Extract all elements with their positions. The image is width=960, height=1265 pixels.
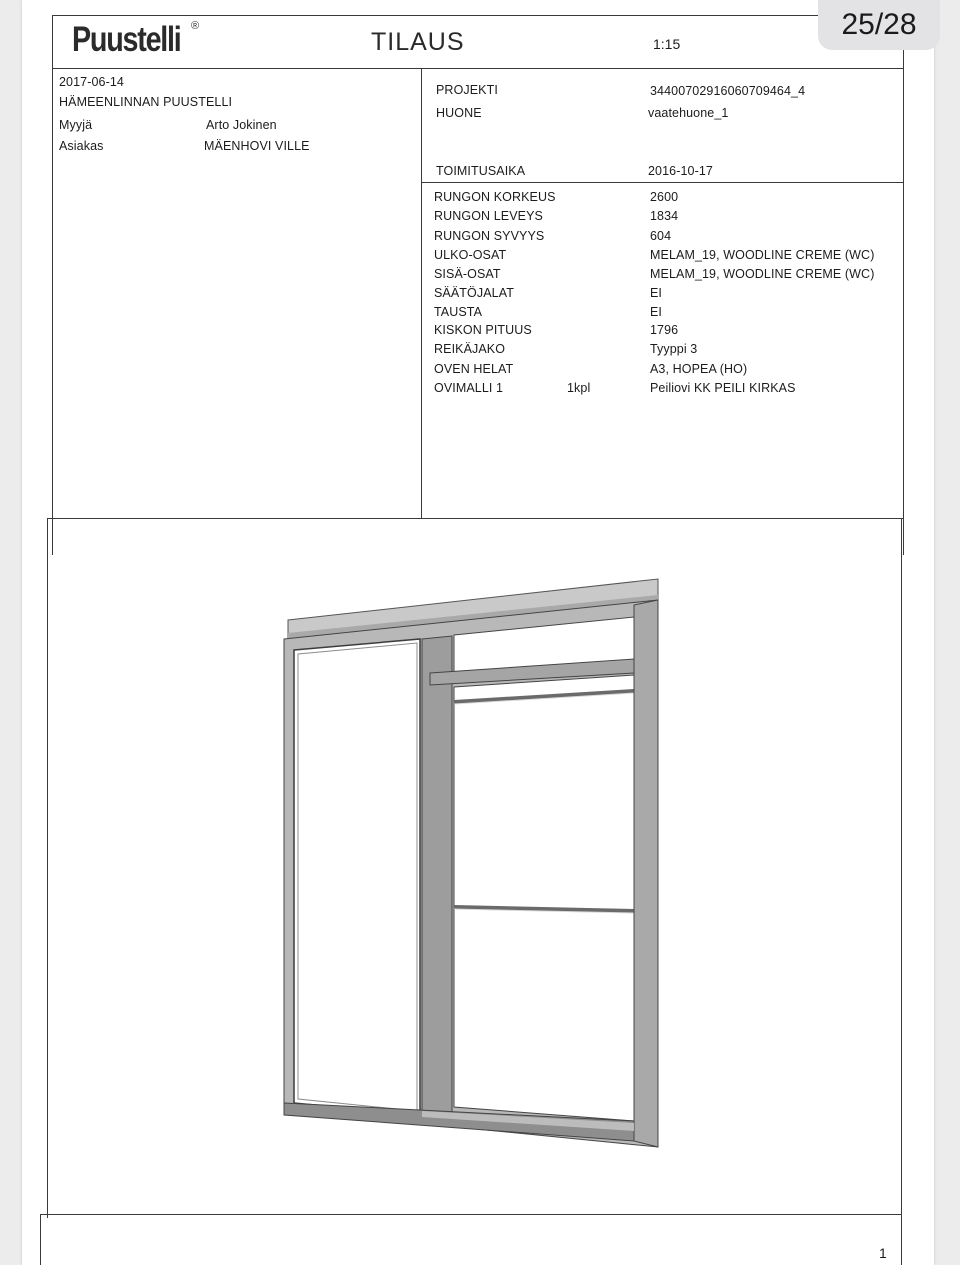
spec-value: EI [650,305,663,319]
wardrobe-drawing [272,575,672,1160]
spec-label: TAUSTA [434,305,483,319]
frame-top-line [52,15,904,16]
spec-value: 2600 [650,190,679,204]
store-name: HÄMEENLINNAN PUUSTELLI [59,95,233,109]
document-title: TILAUS [371,28,465,56]
frame-right-line [903,15,904,555]
page-number: 1 [879,1245,887,1261]
info-bottom-line [48,518,904,519]
customer-label: Asiakas [59,139,104,153]
spec-quantity: 1kpl [567,381,591,395]
drawing-right-line [901,518,902,1218]
spec-label: OVEN HELAT [434,362,514,376]
room-value: vaatehuone_1 [648,106,729,120]
drawing-bottom-line [40,1214,902,1215]
spec-label: ULKO-OSAT [434,248,507,262]
spec-label: RUNGON LEVEYS [434,209,543,223]
seller-value: Arto Jokinen [206,118,277,132]
right-side-panel [634,600,658,1147]
order-date: 2017-06-14 [59,75,124,89]
spec-label: RUNGON KORKEUS [434,190,556,204]
spec-value: EI [650,286,663,300]
spec-label: KISKON PITUUS [434,323,532,337]
room-label: HUONE [436,106,482,120]
spec-label: REIKÄJAKO [434,342,506,356]
spec-value: Tyyppi 3 [650,342,698,356]
customer-value: MÄENHOVI VILLE [204,139,310,153]
project-value: 34400702916060709464_4 [650,84,806,98]
frame-left-line [52,15,53,555]
registered-mark: ® [191,20,200,32]
spec-value: Peiliovi KK PEILI KIRKAS [650,381,796,395]
project-label: PROJEKTI [436,83,498,97]
spec-label: OVIMALLI 1 [434,381,504,395]
spec-value: A3, HOPEA (HO) [650,362,748,376]
spec-value: 604 [650,229,672,243]
delivery-label: TOIMITUSAIKA [436,164,526,178]
drawing-scale: 1:15 [653,36,681,52]
center-panel [422,636,452,1115]
spec-value: MELAM_19, WOODLINE CREME (WC) [650,267,875,281]
seller-label: Myyjä [59,118,93,132]
spec-value: MELAM_19, WOODLINE CREME (WC) [650,248,875,262]
spec-label: SÄÄTÖJALAT [434,286,514,300]
spec-value: 1834 [650,209,679,223]
left-mirror-door [294,639,420,1115]
header-divider [52,68,904,69]
delivery-value: 2016-10-17 [648,164,713,178]
puustelli-logo: Puustelli [72,20,181,59]
drawing-left-line [47,518,48,1218]
delivery-divider [421,182,904,183]
info-column-divider [421,68,422,518]
document-page [22,0,934,1265]
footer-right-line [901,1214,902,1265]
right-interior [454,675,634,1121]
spec-label: SISÄ-OSAT [434,267,501,281]
spec-value: 1796 [650,323,679,337]
spec-label: RUNGON SYVYYS [434,229,545,243]
page-indicator: 25/28 [818,0,940,50]
footer-left-line [40,1214,41,1265]
